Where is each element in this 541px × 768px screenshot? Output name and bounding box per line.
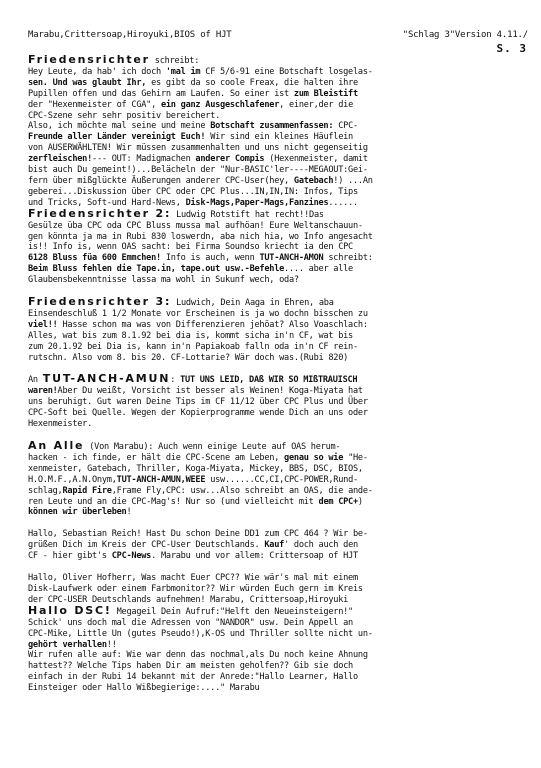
text-segment: Glaubensbekenntnisse lassa ma wohl in Sukunf wech, oda? <box>28 275 299 286</box>
bold-text: Kauf <box>264 540 285 551</box>
text-segment: schreibt: <box>149 56 200 66</box>
text-segment: Pupillen offen und das Gehirn am Laufen. So einer ist <box>28 88 294 99</box>
text-segment: CPC-Szene sehr sehr positiv bereichert. <box>28 110 221 121</box>
text-segment: es gibt da so coole Freax, die halten ihre <box>146 77 358 88</box>
bold-text: zerfleischen! <box>28 154 93 165</box>
text-line <box>28 320 528 331</box>
text-segment: Hallo, Oliver Hofherr, Was macht Euer CPC?? Wie wär's mal mit einem <box>28 573 358 584</box>
text-line <box>28 67 528 78</box>
bold-text: viel!! <box>28 319 58 330</box>
text-segment: ren Leute und an die CPC-Mag's! Nur so (und vielleicht mit <box>28 496 319 507</box>
bold-text: waren! <box>28 386 58 397</box>
text-line <box>28 253 528 264</box>
section-heading: Friedensrichter 3: <box>28 295 172 309</box>
section-heading: TUT-ANCH-AMUN <box>42 372 171 386</box>
text-segment: Hasse schon ma was von Differenzieren jehöat? Also Voaschlach: <box>57 319 368 330</box>
text-segment: Alles, wat bis zum 8.1.92 bei dia is, kommt sicha in'n CF, wat bis <box>28 330 353 341</box>
section-heading: Friedensrichter <box>28 53 150 66</box>
text-segment: schreibt: <box>323 253 373 264</box>
block-spacer <box>28 518 528 529</box>
text-segment: uns beruhigt. Gut waren Deine Tips im CF 11/12 über CPC Plus und Über <box>28 397 368 408</box>
text-segment: CPC- <box>333 121 358 132</box>
text-line <box>28 100 528 111</box>
text-line <box>28 650 528 661</box>
text-segment: ' doch auch den <box>284 540 358 551</box>
text-segment: CF - hier gibt's <box>28 551 112 562</box>
text-segment: bist auch Du gemeint!)...Belächeln der "Nur-BASIC'ler----MEGAOUT:Gei- <box>28 165 368 176</box>
section-heading: Friedensrichter 2: <box>28 206 172 220</box>
text-segment: ) <box>357 496 363 507</box>
text-line <box>28 331 528 342</box>
text-segment: An <box>28 375 43 386</box>
text-block <box>28 206 528 286</box>
text-line <box>28 486 528 497</box>
text-block <box>28 441 528 518</box>
bold-text: Rapid Fire <box>62 485 112 496</box>
text-segment: Wir rufen alle auf: Wie war denn das nochmal,als Du noch keine Ahnung <box>28 650 368 661</box>
text-segment: hacken - ich finde, er hält die CPC-Scene am Leben, <box>28 452 285 463</box>
bold-text: 6128 Bluss füa 600 Emmchen! <box>28 253 161 264</box>
text-segment: .... aber alle <box>284 264 353 275</box>
bold-text: genau so wie <box>284 452 344 463</box>
text-segment: Einsteiger oder Hallo Wißbegierige:...." Marabu <box>28 683 260 694</box>
header-version: "Schlag 3"Version 4.11./ <box>402 30 528 40</box>
text-line <box>28 507 528 518</box>
text-line <box>28 661 528 672</box>
bold-text: Gatebach <box>293 175 334 186</box>
text-line <box>28 309 528 320</box>
text-segment: CPC-Mike, Little Un (gutes Pseudo!),K-OS und Thriller sollte nicht un- <box>28 628 373 639</box>
text-segment: !) ...An <box>333 175 373 186</box>
text-segment: (Hexenmeister, damit <box>264 154 368 165</box>
text-segment: Aber Du weißt, Vorsicht ist besser als Weinen! Koga-Miyata hat <box>57 386 363 397</box>
bold-text: gehört verhallen <box>28 639 107 650</box>
text-segment: rutschn. Also vom 8. bis 20. CF-Lottarie? Wär doch was.(Rubi 820) <box>28 352 349 363</box>
bold-text: TUT-ANCH-AMON <box>259 253 324 264</box>
text-segment: Hexenmeister. <box>28 419 93 430</box>
text-segment: Ludwich, Dein Aaga in Ehren, aba <box>171 298 334 309</box>
text-segment: Wir sind ein kleines Häuflein <box>205 132 353 143</box>
text-segment: H.O.M.F.,A.N.Onym, <box>28 474 117 485</box>
text-segment: schlag, <box>28 485 63 496</box>
text-line <box>28 342 528 353</box>
text-line <box>28 603 528 618</box>
text-line <box>28 464 528 475</box>
text-line <box>28 221 528 232</box>
text-line <box>28 683 528 694</box>
text-segment: Hallo, Sebastian Reich! Hast Du schon Deine DD1 zum CPC 464 ? Wir be- <box>28 529 368 540</box>
text-segment: ,Frame Fly,CPC: usw...Also schreibt an OAS, die ande- <box>111 485 373 496</box>
text-line <box>28 453 528 464</box>
text-segment: der "Hexenmeister of CGA", <box>28 99 161 110</box>
text-line <box>28 176 528 187</box>
text-line <box>28 551 528 562</box>
text-line <box>28 475 528 486</box>
text-segment: Schick' uns doch mal die Adressen von "NANDOR" usw. Dein Appell an <box>28 617 353 628</box>
text-segment: : <box>170 375 181 386</box>
text-line <box>28 297 528 309</box>
block-spacer <box>28 562 528 573</box>
text-line <box>28 264 528 275</box>
bold-text: dem CPC+ <box>318 496 358 507</box>
text-segment: grüßen Dich im Kreis der CPC-User Deutschlands. <box>28 540 265 551</box>
text-segment: fern über mißglückte Äußerungen anderer CPC-User(hey, <box>28 175 294 186</box>
text-segment: gen könnta ja ma in Rubi 830 loswerdn, aba nich hia, wo Info angesacht <box>28 231 373 242</box>
text-segment: einfach in der Rubi 14 bekannt mit der Anrede:"Hallo Learner, Hallo <box>28 672 358 683</box>
text-line <box>28 397 528 408</box>
text-segment: --- OUT: Madigmachen <box>92 154 196 165</box>
text-line <box>28 154 528 165</box>
text-segment: usw......CC,CI,CPC-POWER,Rund- <box>205 474 358 485</box>
text-line <box>28 441 528 453</box>
text-line <box>28 242 528 253</box>
text-block <box>28 603 528 694</box>
text-segment: ...... <box>328 197 358 208</box>
text-line <box>28 640 528 651</box>
text-line <box>28 55 528 67</box>
text-line <box>28 672 528 683</box>
text-line <box>28 275 528 286</box>
text-line <box>28 497 528 508</box>
text-segment: hattest?? Welche Tips haben Dir am meisten geholfen?? Gib sie doch <box>28 661 353 672</box>
bold-text: können wir überleben <box>28 507 127 518</box>
text-line <box>28 132 528 143</box>
text-segment: Megageil Dein Aufruf:"Helft den Neueinsteigern!" <box>111 606 353 617</box>
bold-text: TUT UNS LEID, DAß WIR SO MIßTRAUISCH <box>180 375 358 386</box>
bold-text: CPC-News <box>111 551 152 562</box>
text-line <box>28 584 528 595</box>
text-line <box>28 89 528 100</box>
text-line <box>28 78 528 89</box>
article-body <box>28 55 528 694</box>
bold-text: Freunde aller Länder vereinigt Euch! <box>28 132 206 143</box>
text-segment: geberei...Diskussion über CPC oder CPC Plus...IN,IN,IN: Infos, Tips <box>28 186 358 197</box>
bold-text: anderer Compis <box>195 154 265 165</box>
bold-text: sen. Und was glaubt Ihr, <box>28 77 147 88</box>
text-segment: der CPC-USER Deutschlands aufnehmen! Marabu, Crittersoap,Hiroyuki <box>28 594 349 605</box>
text-line <box>28 111 528 122</box>
text-line <box>28 187 528 198</box>
text-line <box>28 165 528 176</box>
text-line <box>28 618 528 629</box>
text-line <box>28 573 528 584</box>
text-line <box>28 232 528 243</box>
text-segment: CPC-Soft bei Quelle. Wegen der Kopierprogramme wende Dich an uns oder <box>28 408 368 419</box>
bold-text: TUT-ANCH-AMUN,WEEE <box>116 474 206 485</box>
text-block <box>28 529 528 562</box>
text-segment: . Marabu und vor allem: Crittersoap of HJT <box>151 551 358 562</box>
text-segment: und Tricks, Soft-und Hard-News, <box>28 197 186 208</box>
bold-text: Disk-Mags,Paper-Mags,Fanzines <box>185 197 329 208</box>
text-segment: , einer,der die <box>279 99 353 110</box>
text-line <box>28 629 528 640</box>
bold-text: Beim Bluss fehlen die Tape.in, tape.out usw.-Befehle <box>28 264 285 275</box>
text-block <box>28 374 528 430</box>
text-block <box>28 297 528 363</box>
text-segment: ! <box>126 507 132 518</box>
text-line <box>28 143 528 154</box>
text-line <box>28 386 528 397</box>
text-segment: (Von Marabu): Auch wenn einige Leute auf OAS herum- <box>84 442 341 452</box>
text-segment: xenmeister, Gatebach, Thriller, Koga-Miyata, Mickey, BBS, DSC, BIOS, <box>28 463 363 474</box>
section-heading: Hallo DSC! <box>28 603 112 617</box>
block-spacer <box>28 430 528 441</box>
text-block <box>28 55 528 209</box>
text-segment: Hey Leute, da hab' ich doch <box>28 66 166 77</box>
text-block <box>28 573 528 606</box>
text-line <box>28 374 528 386</box>
text-line <box>28 529 528 540</box>
text-line <box>28 121 528 132</box>
section-heading: An Alle <box>28 439 85 452</box>
text-line <box>28 353 528 364</box>
bold-text: zum Bleistift <box>293 88 358 99</box>
text-segment: is!! Info is, wenn OAS sacht: bei Firma Soundso kriecht ia den CPC <box>28 242 353 253</box>
text-segment: Also, ich möchte mal seine und meine <box>28 121 211 132</box>
bold-text: 'mal im <box>165 66 201 77</box>
bold-text: ein ganz Ausgeschlafener <box>160 99 280 110</box>
text-segment: Disk-Laufwerk oder einem Farbmonitor?? Wir würden Euch gern im Kreis <box>28 583 363 594</box>
text-segment: Gesülze üba CPC oda CPC Bluss mussa mal aufhöan! Eure Weltanschauun- <box>28 220 363 231</box>
text-segment: Info is auch, wenn <box>160 253 260 264</box>
header-authors: Marabu,Crittersoap,Hiroyuki,BIOS of HJT <box>28 30 232 40</box>
text-segment: CF 5/6-91 eine Botschaft losgelas- <box>200 66 373 77</box>
text-line <box>28 419 528 430</box>
page-header <box>28 30 528 40</box>
text-segment: Einsendeschluß 1 1/2 Monate vor Erscheinen is ja wo dochn bisschen zu <box>28 308 368 319</box>
text-segment: !! <box>106 639 117 650</box>
bold-text: Botschaft zusammenfassen: <box>210 121 334 132</box>
text-segment: Ludwig Rotstift hat recht!!Das <box>171 209 324 220</box>
page-number: S. 3 <box>496 42 527 55</box>
text-segment: von AUSERWÄHLTEN! Wir müssen zusammenhalten und uns nicht gegenseitig <box>28 143 368 154</box>
text-line <box>28 408 528 419</box>
text-line <box>28 540 528 551</box>
text-line <box>28 206 528 221</box>
text-segment: "He- <box>343 452 368 463</box>
text-segment: zum 20.1.92 bei Dia is, kann in'n Papiakoab falln oda in'n CF rein- <box>28 341 358 352</box>
